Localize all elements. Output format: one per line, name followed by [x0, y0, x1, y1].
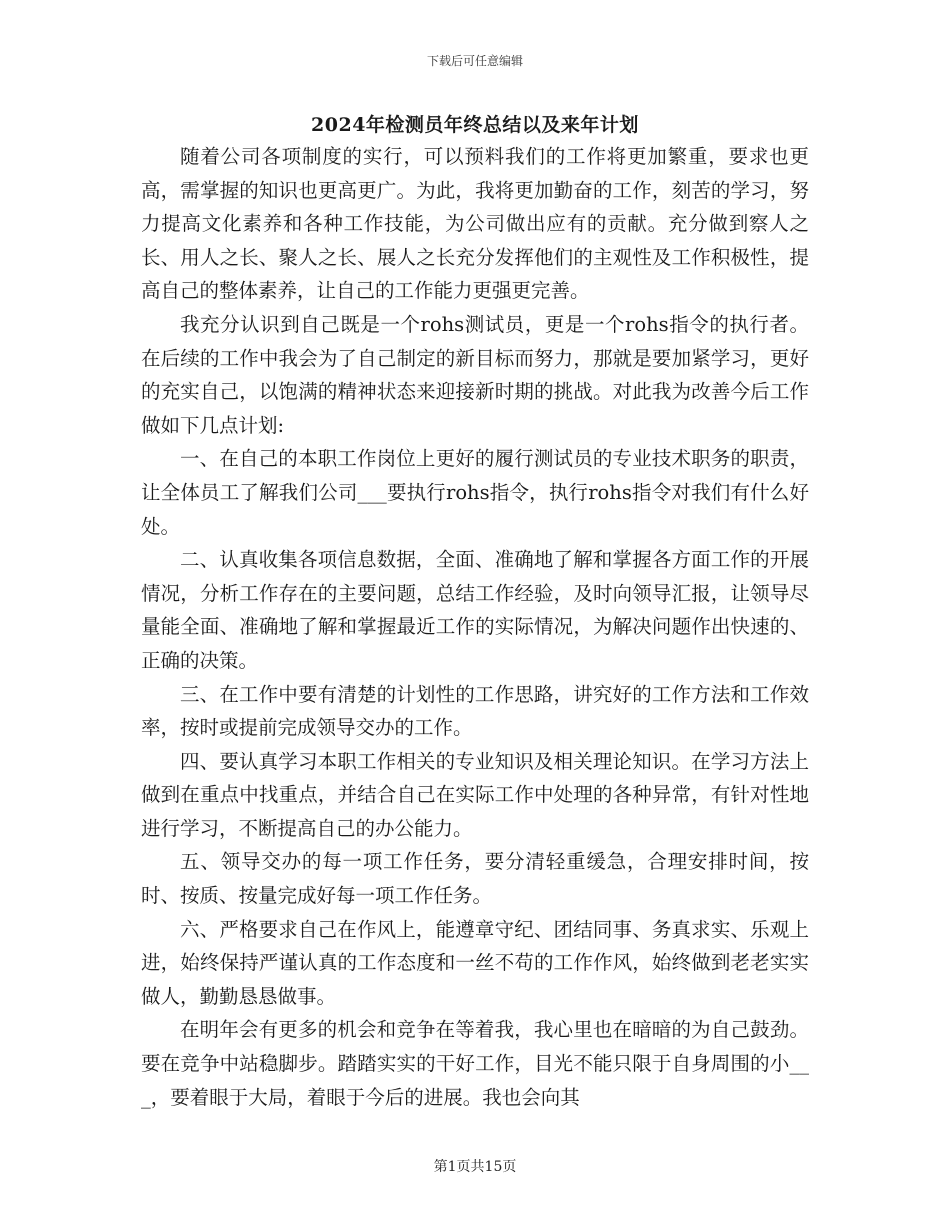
page-number: 第1页共15页: [433, 1159, 517, 1175]
paragraph: 三、在工作中要有清楚的计划性的工作思路，讲究好的工作方法和工作效率，按时或提前完成领导交办的工作。: [141, 682, 809, 740]
paragraph: 五、领导交办的每一项工作任务，要分清轻重缓急，合理安排时间，按时、按质、按量完成好每一项工作任务。: [141, 850, 809, 908]
paragraph: 四、要认真学习本职工作相关的专业知识及相关理论知识。在学习方法上做到在重点中找重点，并结合自己在实际工作中处理的各种异常，有针对性地进行学习，不断提高自己的办公能力。: [141, 749, 809, 840]
document-title: 2024年检测员年终总结以及来年计划: [311, 114, 639, 136]
paragraph: 随着公司各项制度的实行，可以预料我们的工作将更加繁重，要求也更高，需掌握的知识也更高更广。为此，我将更加勤奋的工作，刻苦的学习，努力提高文化素养和各种工作技能，为公司做出应有的贡献。充分做到察人之长、用人之长、聚人之长、展人之长充分发挥他们的主观性及工作积极性，提高自己的整体素养，让自己的工作能力更强更完善。: [141, 145, 809, 303]
document-body: [141, 140, 809, 1114]
header-note: 下载后可任意编辑: [426, 54, 523, 68]
paragraph: 六、严格要求自己在作风上，能遵章守纪、团结同事、务真求实、乐观上进，始终保持严谨认真的工作态度和一丝不苟的工作作风，始终做到老老实实做人，勤勤恳恳做事。: [141, 917, 809, 1008]
paragraph: 在明年会有更多的机会和竞争在等着我，我心里也在暗暗的为自己鼓劲。要在竞争中站稳脚步。踏踏实实的干好工作，目光不能只限于自身周围的小___，要着眼于大局，着眼于今后的进展。我也会向其: [141, 1018, 809, 1109]
paragraph: 二、认真收集各项信息数据，全面、准确地了解和掌握各方面工作的开展情况，分析工作存在的主要问题，总结工作经验，及时向领导汇报，让领导尽量能全面、准确地了解和掌握最近工作的实际情况，为解决问题作出快速的、正确的决策。: [141, 548, 809, 672]
paragraph: 我充分认识到自己既是一个rohs测试员，更是一个rohs指令的执行者。在后续的工作中我会为了自己制定的新目标而努力，那就是要加紧学习，更好的充实自己，以饱满的精神状态来迎接新时期的挑战。对此我为改善今后工作做如下几点计划:: [141, 312, 809, 437]
paragraph: 一、在自己的本职工作岗位上更好的履行测试员的专业技术职务的职责，让全体员工了解我们公司___要执行rohs指令，执行rohs指令对我们有什么好处。: [141, 447, 809, 538]
